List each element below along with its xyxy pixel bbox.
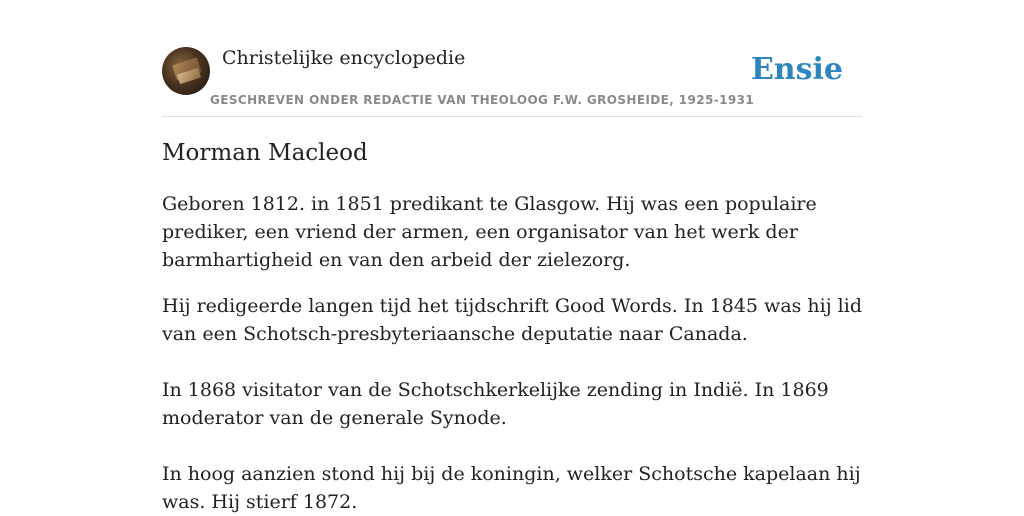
article-paragraph: Geboren 1812. in 1851 predikant te Glasgow. Hij was een populaire prediker, een vriend der armen, een organisator van het werk der barmhartigheid en van den arbeid der zielezorg. [162, 193, 817, 271]
ensie-logo-link[interactable]: Ensie [750, 52, 843, 87]
encyclopedia-avatar[interactable] [162, 47, 210, 95]
site-title-link[interactable]: Christelijke encyclopedie [222, 47, 466, 69]
paragraph-break [162, 348, 862, 376]
article-content [162, 140, 862, 516]
article-title: Morman Macleod [162, 140, 368, 166]
site-header [162, 46, 862, 117]
article-paragraph: In hoog aanzien stond hij bij de koningin, welker Schotsche kapelaan hij was. Hij stierf 1872. [162, 463, 861, 513]
site-subtitle: GESCHREVEN ONDER REDACTIE VAN THEOLOOG F.W. GROSHEIDE, 1925-1931 [210, 93, 755, 107]
article-paragraph: In 1868 visitator van de Schotschkerkelijke zending in Indië. In 1869 moderator van de generale Synode. [162, 379, 829, 429]
article-paragraph: Hij redigeerde langen tijd het tijdschrift Good Words. In 1845 was hij lid van een Schotsch-presbyteriaansche deputatie naar Canada. [162, 295, 862, 345]
paragraph-break [162, 432, 862, 460]
